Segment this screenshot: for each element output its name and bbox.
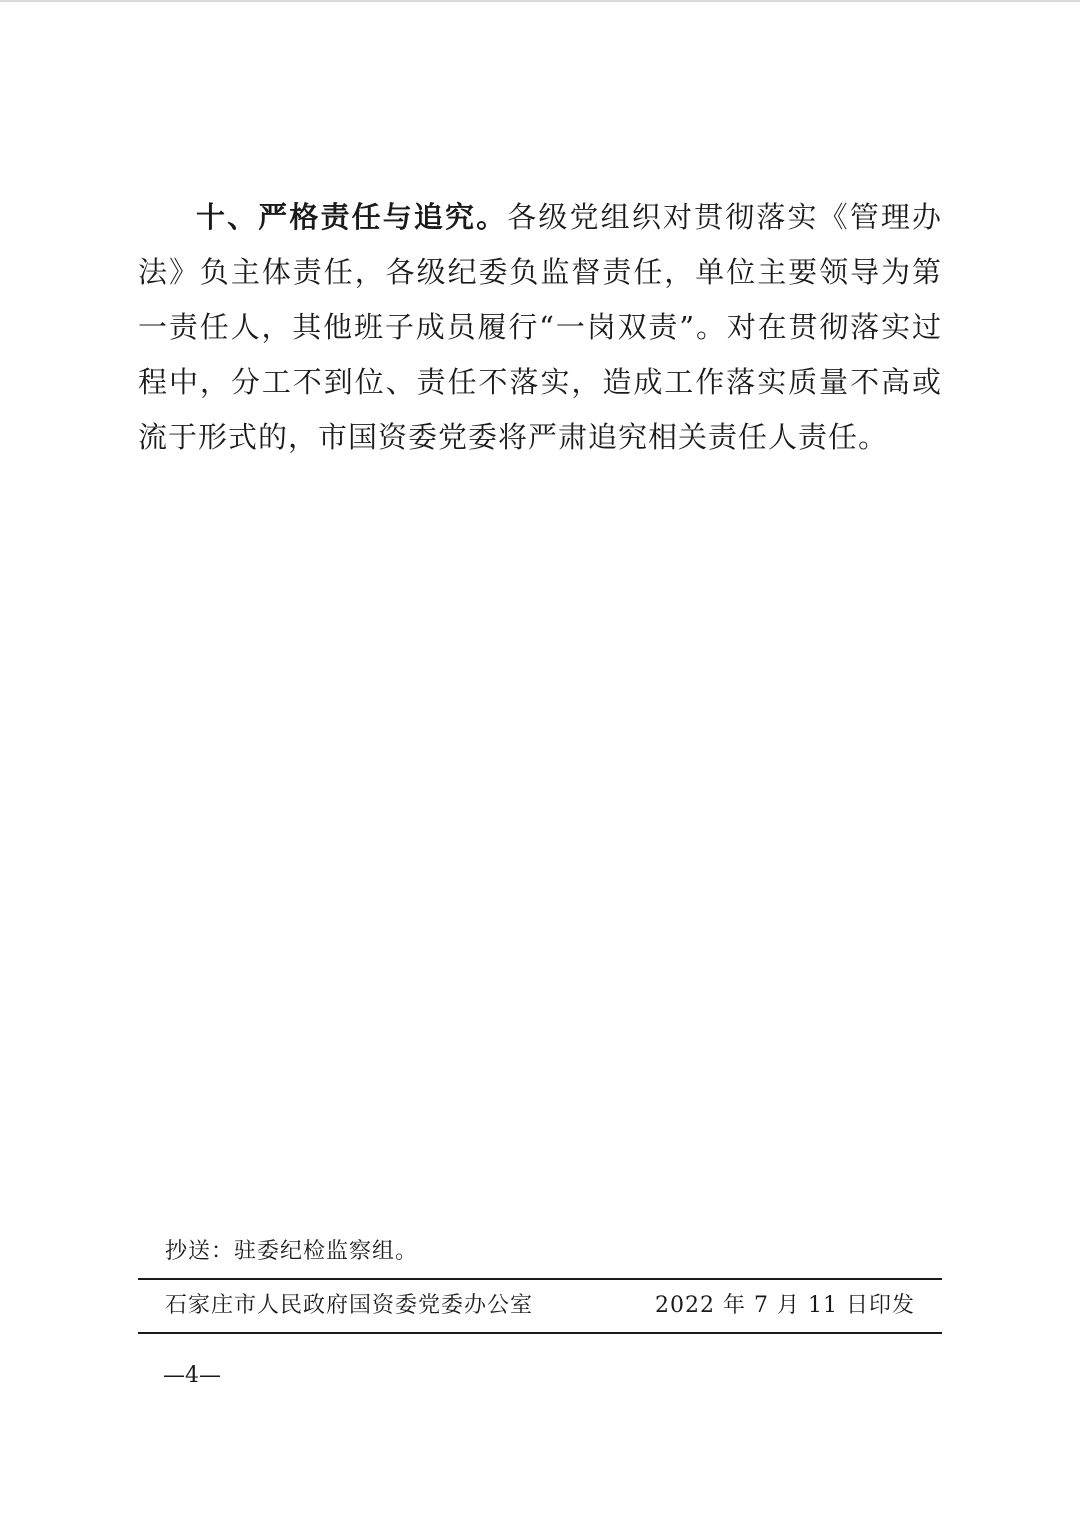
cc-recipients: 抄送：驻委纪检监察组。 [165, 1239, 419, 1264]
footer-rule-top [138, 1278, 942, 1280]
issuing-office: 石家庄市人民政府国资委党委办公室 [165, 1293, 534, 1318]
issue-date: 2022 年 7 月 11 日印发 [655, 1293, 915, 1318]
page-number: —4— [163, 1363, 221, 1388]
page-top-border [0, 0, 1080, 2]
footer-rule-bottom [138, 1332, 942, 1334]
section-heading: 十、严格责任与追究。 [196, 200, 508, 234]
section-paragraph [138, 190, 942, 465]
section-body: 各级党组织对贯彻落实《管理办法》负主体责任，各级纪委负监督责任，单位主要领导为第一责任人，其他班子成员履行“一岗双责”。对在贯彻落实过程中，分工不到位、责任不落实，造成工作落实质量不高或流于形式的，市国资委党委将严肃追究相关责任人责任。 [138, 200, 942, 454]
